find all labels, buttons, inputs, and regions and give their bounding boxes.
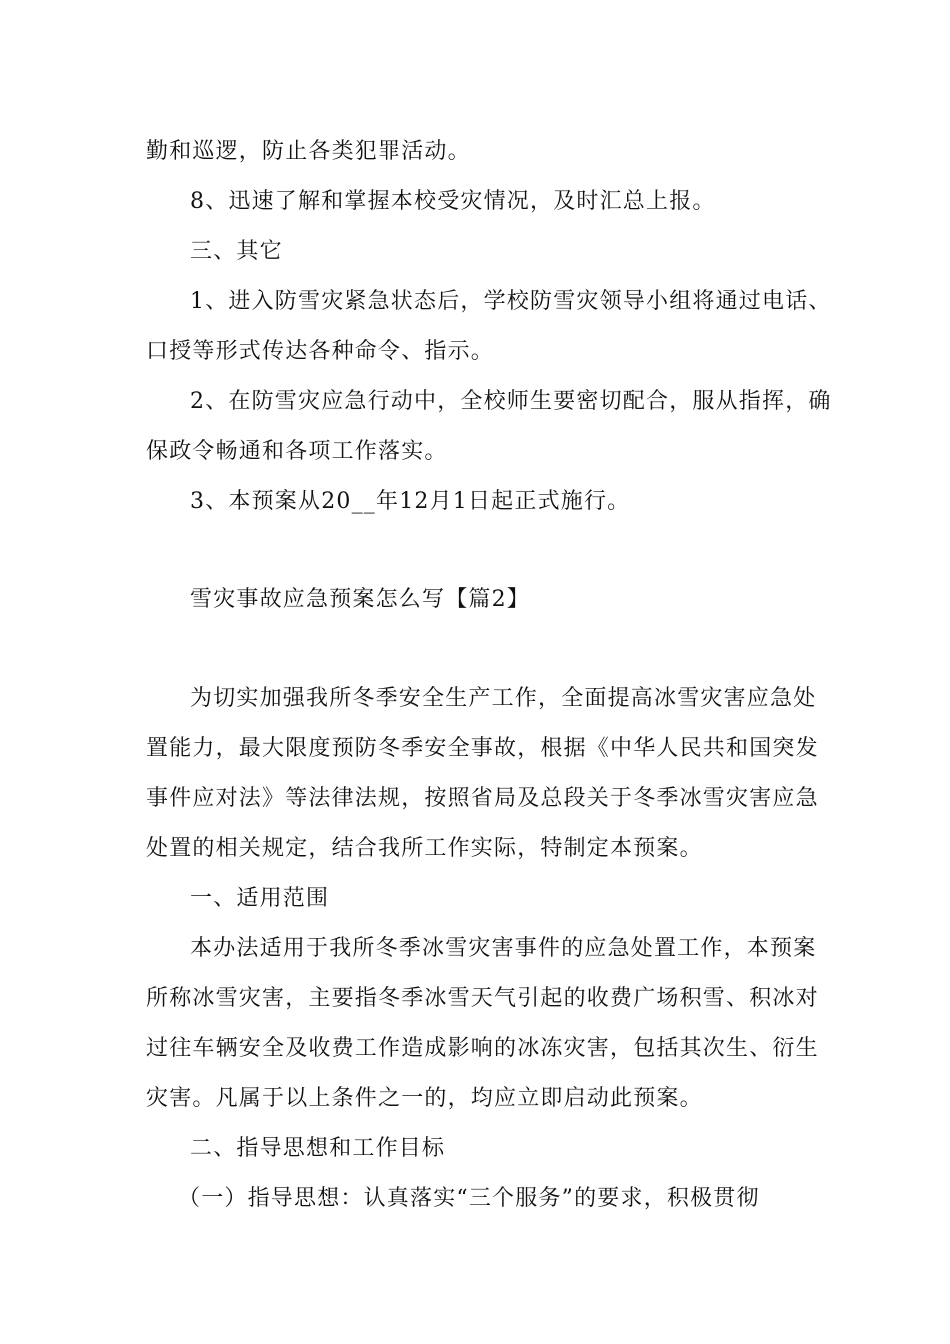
paragraph-line: 3、本预案从20__年12月1日起正式施行。 bbox=[190, 489, 631, 514]
paragraph-line: 1、进入防雪灾紧急状态后，学校防雪灾领导小组将通过电话、 bbox=[190, 289, 832, 314]
section-heading: 三、其它 bbox=[190, 239, 283, 264]
paragraph-line: 2、在防雪灾应急行动中，全校师生要密切配合，服从指挥，确 bbox=[190, 389, 832, 414]
section-heading: 二、指导思想和工作目标 bbox=[190, 1136, 446, 1161]
paragraph-line: 处置的相关规定，结合我所工作实际，特制定本预案。 bbox=[146, 836, 703, 861]
paragraph-line: 为切实加强我所冬季安全生产工作，全面提高冰雪灾害应急处 bbox=[190, 686, 817, 711]
article-title: 雪灾事故应急预案怎么写【篇2】 bbox=[190, 587, 530, 612]
section-heading: 一、适用范围 bbox=[190, 886, 330, 911]
paragraph-line: 置能力，最大限度预防冬季安全事故，根据《中华人民共和国突发 bbox=[146, 736, 819, 761]
paragraph-line: 保政令畅通和各项工作落实。 bbox=[146, 439, 448, 464]
paragraph-line: 勤和巡逻，防止各类犯罪活动。 bbox=[146, 139, 471, 164]
paragraph-line: 灾害。凡属于以上条件之一的，均应立即启动此预案。 bbox=[146, 1086, 703, 1111]
paragraph-line: 过往车辆安全及收费工作造成影响的冰冻灾害，包括其次生、衍生 bbox=[146, 1036, 819, 1061]
paragraph-line: 口授等形式传达各种命令、指示。 bbox=[146, 339, 495, 364]
paragraph-line: 所称冰雪灾害，主要指冬季冰雪天气引起的收费广场积雪、积冰对 bbox=[146, 986, 819, 1011]
paragraph-line: 本办法适用于我所冬季冰雪灾害事件的应急处置工作，本预案 bbox=[190, 936, 817, 961]
paragraph-line: （一）指导思想：认真落实“三个服务”的要求，积极贯彻 bbox=[178, 1186, 760, 1211]
paragraph-line: 事件应对法》等法律法规，按照省局及总段关于冬季冰雪灾害应急 bbox=[146, 786, 819, 811]
paragraph-line: 8、迅速了解和掌握本校受灾情况，及时汇总上报。 bbox=[190, 189, 716, 214]
